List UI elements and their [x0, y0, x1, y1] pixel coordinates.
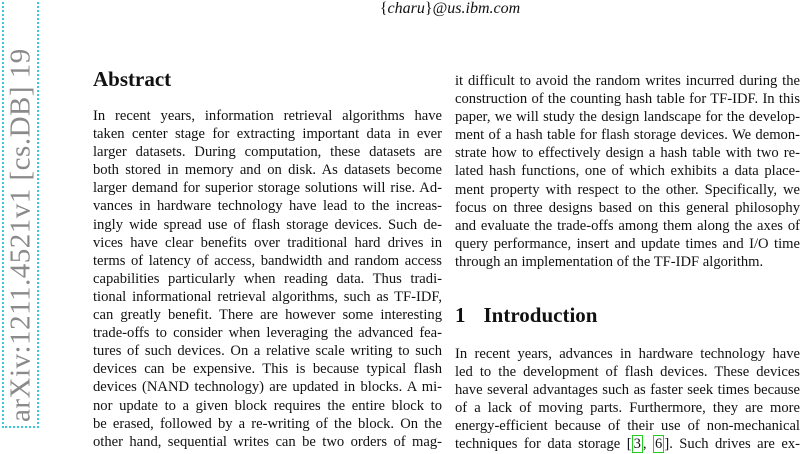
- author-email: {charu}@us.ibm.com: [379, 0, 521, 17]
- text-line-with-citations: [455, 435, 800, 453]
- text-line: lated hash functions, one of which exhibits a data place-: [455, 163, 800, 180]
- text-line: both stored in memory and on disk. As datasets become: [93, 162, 442, 179]
- text-line: ment property with respect to the other. Specifically, we: [455, 181, 800, 198]
- citation-link-3[interactable]: 3: [633, 436, 641, 453]
- text-line: be erased, followed by a re-writing of the block. On the: [93, 415, 442, 432]
- text-line: ment of a hash table for flash storage devices. We demon-: [455, 127, 800, 144]
- text-line: larger demand for superior storage solutions will rise. Ad-: [93, 180, 442, 197]
- text-line: construction of the counting hash table for TF-IDF. In this: [455, 91, 800, 108]
- abstract-left-column: [93, 107, 442, 451]
- text-line: energy-efficient because of their use of non-mechanical: [455, 418, 800, 435]
- text-line: larger datasets. During computation, these datasets are: [93, 144, 442, 161]
- text-line: devices can be expensive. This is because typical flash: [93, 361, 442, 378]
- text-line: through an implementation of the TF-IDF algorithm.: [455, 253, 764, 270]
- text-line: tional informational retrieval algorithms, such as TF-IDF,: [93, 288, 442, 305]
- text-line: nor update to a given block requires the entire block to: [93, 397, 442, 414]
- text: techniques for data storage [: [455, 436, 632, 453]
- text-line: capabilities particularly when reading data. Thus tradi-: [93, 270, 442, 287]
- citation-link-6[interactable]: 6: [655, 436, 663, 453]
- text-line: can greatly benefit. There are however some interesting: [93, 307, 442, 324]
- text-line: paper, we will study the design landscape for the develop-: [455, 109, 800, 126]
- introduction-body: [455, 345, 800, 454]
- text-line: led to the development of flash devices. These devices: [455, 364, 800, 381]
- section-title: Introduction: [483, 303, 598, 327]
- text-line: In recent years, information retrieval algorithms have: [93, 108, 442, 124]
- text: ,: [642, 436, 654, 453]
- text-line: focus on three designs based on this general philosophy: [455, 199, 800, 216]
- text-line: terms of latency of access, bandwidth and random access: [93, 252, 442, 269]
- text-line: vances in hardware technology have lead to the increas-: [93, 198, 442, 215]
- text-line: query performance, insert and update times and I/O time: [455, 235, 800, 252]
- arxiv-stamp: arXiv:1211.4521v1 [cs.DB] 19: [4, 48, 37, 422]
- text-line: ingly wide spread use of flash storage devices. Such de-: [93, 216, 442, 233]
- email-domain: @us.ibm.com: [432, 0, 521, 17]
- text-line: taken center stage for extracting important data in ever: [93, 126, 442, 143]
- text-line: and evaluate the trade-offs among them along the axes of: [455, 217, 800, 234]
- text-line: of a lack of moving parts. Furthermore, they are more: [455, 400, 800, 417]
- text-line: vices have clear benefits over traditional hard drives in: [93, 234, 442, 251]
- text: ]. Such drives are ex-: [664, 436, 800, 453]
- section-number: 1: [455, 303, 466, 327]
- text-line: trade-offs to consider when leveraging the advanced fea-: [93, 325, 442, 342]
- email-user: charu: [387, 0, 425, 17]
- text-line: devices (NAND technology) are updated in blocks. A mi-: [93, 379, 442, 396]
- text-line: it difficult to avoid the random writes incurred during the: [455, 73, 800, 89]
- text-line: strate how to effectively design a hash table with two re-: [455, 145, 800, 162]
- text-line: other hand, sequential writes can be two orders of mag-: [93, 433, 442, 450]
- text-line: In recent years, advances in hardware technology have: [455, 346, 800, 362]
- section-heading-introduction: [455, 303, 597, 328]
- abstract-heading: Abstract: [93, 67, 172, 91]
- text-line: tures of such devices. On a relative scale writing to such: [93, 343, 442, 360]
- abstract-right-column: [455, 72, 800, 271]
- text-line: have several advantages such as faster seek times because: [455, 382, 800, 399]
